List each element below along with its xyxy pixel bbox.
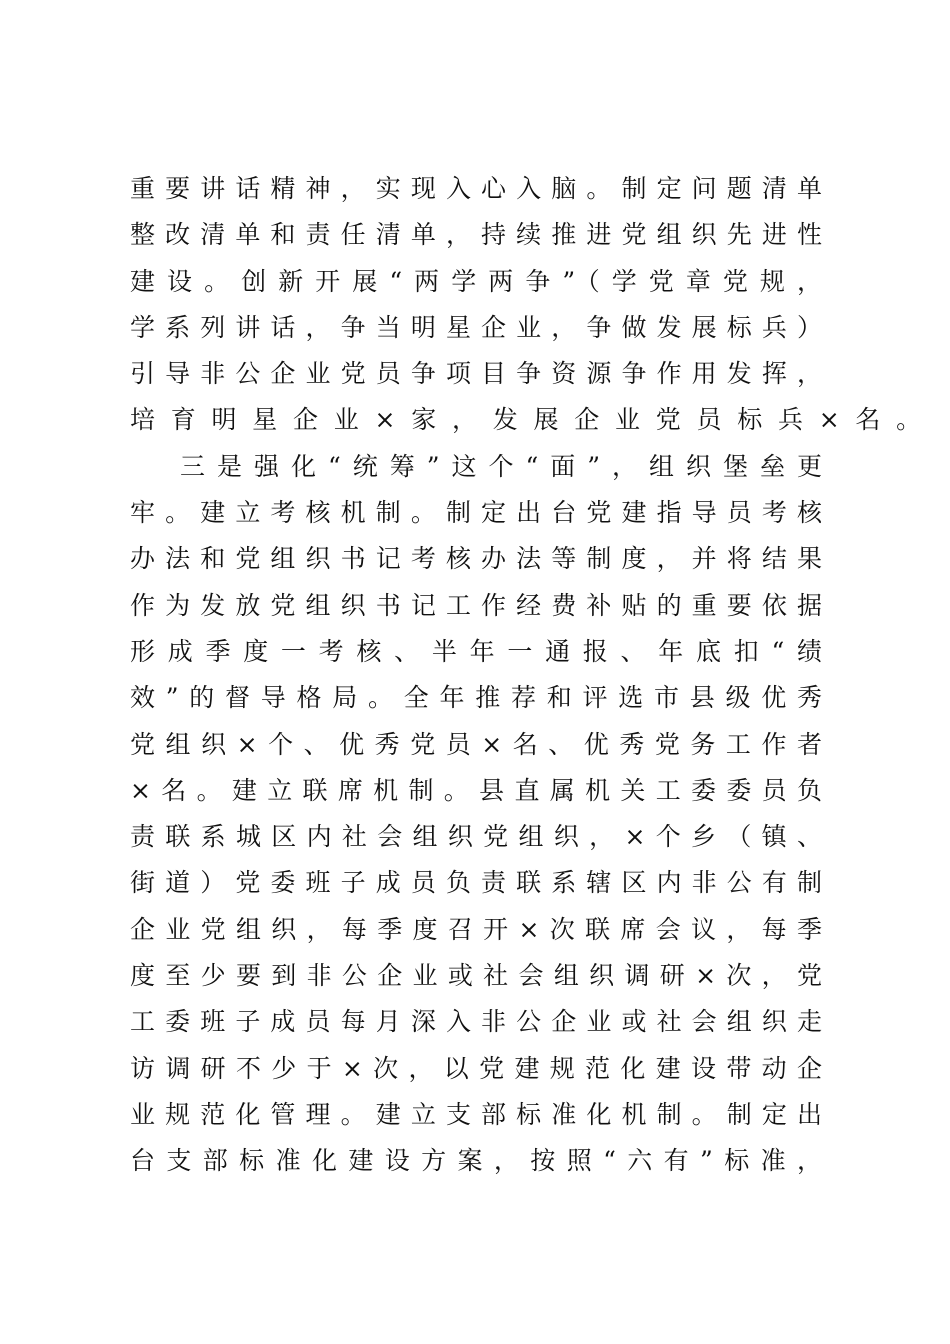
body-text <box>130 166 937 1185</box>
text-line: 整改清单和责任清单，持续推进党组织先进性 <box>130 220 822 250</box>
text-line: 度至少要到非公企业或社会组织调研×次，党 <box>130 961 822 991</box>
text-line: 工委班子成员每月深入非公企业或社会组织走 <box>130 1007 822 1037</box>
text-line: 建设。创新开展“两学两争”（学党章党规， <box>130 266 822 296</box>
text-line: 党组织×个、优秀党员×名、优秀党务工作者 <box>130 729 822 759</box>
text-line: 业规范化管理。建立支部标准化机制。制定出 <box>130 1099 822 1129</box>
text-line: 重要讲话精神，实现入心入脑。制定问题清单 <box>130 174 822 203</box>
text-line: 作为发放党组织书记工作经费补贴的重要依据 <box>130 590 822 620</box>
text-line: 学系列讲话，争当明星企业，争做发展标兵） <box>130 312 822 342</box>
text-line: 效”的督导格局。全年推荐和评选市县级优秀 <box>130 683 822 713</box>
text-line: 牢。建立考核机制。制定出台党建指导员考核 <box>130 498 822 528</box>
text-line: 企业党组织，每季度召开×次联席会议，每季 <box>130 914 822 944</box>
text-line: 台支部标准化建设方案，按照“六有”标准， <box>130 1146 822 1176</box>
text-line: 引导非公企业党员争项目争资源争作用发挥， <box>130 359 822 389</box>
text-line: 街道）党委班子成员负责联系辖区内非公有制 <box>130 868 822 898</box>
text-line: 责联系城区内社会组织党组织，×个乡（镇、 <box>130 822 822 852</box>
paragraph-start-line: 三是强化“统筹”这个“面”，组织堡垒更 <box>180 451 822 481</box>
text-line: 培育明星企业×家，发展企业党员标兵×名。 <box>130 405 937 435</box>
text-line: 形成季度一考核、半年一通报、年底扣“绩 <box>130 636 822 666</box>
text-line: ×名。建立联席机制。县直属机关工委委员负 <box>130 775 822 805</box>
text-line: 访调研不少于×次，以党建规范化建设带动企 <box>130 1053 822 1083</box>
text-line: 办法和党组织书记考核办法等制度，并将结果 <box>130 544 822 574</box>
